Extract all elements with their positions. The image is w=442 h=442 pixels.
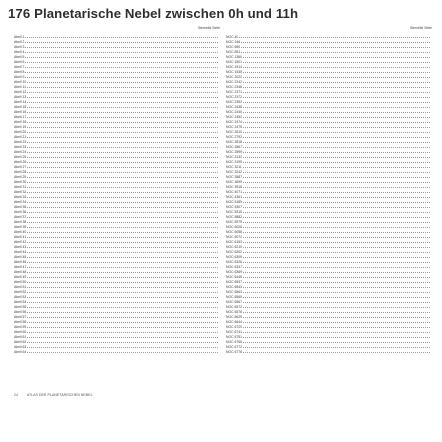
footer-page-number: 24 — [14, 393, 18, 397]
leader-dots — [228, 352, 430, 353]
list-item-name: Abell 18 — [14, 120, 27, 124]
list-item-name: Abell 57 — [14, 315, 27, 319]
leader-dots — [16, 57, 218, 58]
leader-dots — [16, 47, 218, 48]
list-item-name: NGC 5882 — [226, 215, 243, 219]
list-item-name: NGC 6778 — [226, 350, 243, 354]
leader-dots — [228, 67, 430, 68]
leader-dots — [16, 217, 218, 218]
leader-dots — [228, 162, 430, 163]
list-item-name: Abell 22 — [14, 140, 27, 144]
leader-dots — [16, 302, 218, 303]
leader-dots — [228, 82, 430, 83]
leader-dots — [228, 312, 430, 313]
list-item-name: Abell 40 — [14, 230, 27, 234]
leader-dots — [16, 97, 218, 98]
leader-dots — [16, 352, 218, 353]
list-item-name: NGC 3242 — [226, 170, 243, 174]
list-item-name: Abell 44 — [14, 250, 27, 254]
list-row — [14, 350, 220, 355]
leader-dots — [228, 247, 430, 248]
leader-dots — [16, 112, 218, 113]
list-row — [226, 350, 432, 355]
leader-dots — [16, 247, 218, 248]
leader-dots — [228, 142, 430, 143]
leader-dots — [16, 267, 218, 268]
leader-dots — [16, 262, 218, 263]
leader-dots — [228, 92, 430, 93]
list-item-name: NGC 6445 — [226, 275, 243, 279]
list-item-name: Abell 63 — [14, 345, 27, 349]
list-item-name: Abell 38 — [14, 220, 27, 224]
list-item-name: NGC 1360 — [226, 55, 243, 59]
leader-dots — [228, 272, 430, 273]
list-item-name: NGC 2474 — [226, 120, 243, 124]
list-item-name: Abell 17 — [14, 115, 27, 119]
leader-dots — [228, 187, 430, 188]
leader-dots — [228, 52, 430, 53]
leader-dots — [228, 202, 430, 203]
leader-dots — [228, 217, 430, 218]
list-item-name: NGC 6537 — [226, 280, 243, 284]
leader-dots — [228, 197, 430, 198]
leader-dots — [228, 102, 430, 103]
leader-dots — [228, 112, 430, 113]
leader-dots — [16, 187, 218, 188]
list-item-name: NGC 6741 — [226, 330, 243, 334]
list-item-name: NGC 5307 — [226, 205, 243, 209]
list-item-name: NGC 6026 — [226, 225, 243, 229]
leader-dots — [228, 152, 430, 153]
list-item-name: Abell 55 — [14, 305, 27, 309]
list-item-name: Abell 6 — [14, 60, 25, 64]
list-item-name: Abell 42 — [14, 240, 27, 244]
list-item-name: NGC 5315 — [226, 210, 243, 214]
leader-dots — [228, 122, 430, 123]
list-item-name: NGC 2452 — [226, 115, 243, 119]
leader-dots — [16, 182, 218, 183]
list-item-name: NGC 6629 — [226, 315, 243, 319]
column-header-right: Sternbild Seite — [409, 26, 432, 30]
list-item-name: Abell 21 — [14, 135, 27, 139]
list-item-name: NGC 6543 — [226, 285, 243, 289]
leader-dots — [228, 252, 430, 253]
list-item-name: Abell 14 — [14, 100, 27, 104]
list-item-name: NGC 2022 — [226, 75, 243, 79]
list-item-name: Abell 37 — [14, 215, 27, 219]
list-item-name: Abell 12 — [14, 90, 27, 94]
list-item-name: NGC 4361 — [226, 195, 243, 199]
leader-dots — [16, 232, 218, 233]
leader-dots — [16, 202, 218, 203]
list-item-name: Abell 54 — [14, 300, 27, 304]
leader-dots — [228, 222, 430, 223]
list-item-name: Abell 43 — [14, 245, 27, 249]
leader-dots — [228, 342, 430, 343]
list-item-name: Abell 47 — [14, 265, 27, 269]
leader-dots — [228, 317, 430, 318]
leader-dots — [228, 287, 430, 288]
list-item-name: NGC 2242 — [226, 80, 243, 84]
list-item-name: NGC 2867 — [226, 145, 243, 149]
leader-dots — [228, 177, 430, 178]
leader-dots — [16, 327, 218, 328]
leader-dots — [16, 92, 218, 93]
list-item-name: NGC 3195 — [226, 160, 243, 164]
leader-dots — [16, 337, 218, 338]
list-item-name: Abell 56 — [14, 310, 27, 314]
list-item-name: Abell 32 — [14, 190, 27, 194]
leader-dots — [16, 257, 218, 258]
leader-dots — [228, 97, 430, 98]
leader-dots — [16, 342, 218, 343]
list-item-name: NGC 6302 — [226, 250, 243, 254]
list-item-name: NGC 2792 — [226, 135, 243, 139]
leader-dots — [228, 277, 430, 278]
list-item-name: Abell 33 — [14, 195, 27, 199]
leader-dots — [16, 62, 218, 63]
list-item-name: NGC 3918 — [226, 185, 243, 189]
list-item-name: NGC 1514 — [226, 65, 243, 69]
leader-dots — [228, 267, 430, 268]
leader-dots — [16, 147, 218, 148]
leader-dots — [16, 297, 218, 298]
list-item-name: Abell 13 — [14, 95, 27, 99]
leader-dots — [16, 37, 218, 38]
list-item-name: NGC 6563 — [226, 290, 243, 294]
leader-dots — [228, 262, 430, 263]
list-item-name: Abell 8 — [14, 70, 25, 74]
leader-dots — [16, 242, 218, 243]
list-item-name: Abell 59 — [14, 325, 27, 329]
list-item-name: Abell 25 — [14, 155, 27, 159]
list-item-name: NGC 6369 — [226, 270, 243, 274]
leader-dots — [16, 67, 218, 68]
list-item-name: NGC 651 — [226, 50, 241, 54]
leader-dots — [16, 322, 218, 323]
leader-dots — [228, 192, 430, 193]
leader-dots — [228, 37, 430, 38]
list-item-name: NGC 2818 — [226, 140, 243, 144]
leader-dots — [16, 272, 218, 273]
leader-dots — [16, 252, 218, 253]
leader-dots — [16, 237, 218, 238]
leader-dots — [16, 332, 218, 333]
leader-dots — [16, 137, 218, 138]
leader-dots — [16, 52, 218, 53]
list-item-name: NGC 6751 — [226, 335, 243, 339]
leader-dots — [228, 132, 430, 133]
leader-dots — [16, 77, 218, 78]
list-item-name: Abell 4 — [14, 50, 25, 54]
list-item-name: NGC 1501 — [226, 60, 243, 64]
leader-dots — [228, 157, 430, 158]
leader-dots — [16, 292, 218, 293]
leader-dots — [16, 312, 218, 313]
list-item-name: Abell 24 — [14, 150, 27, 154]
list-item-name: Abell 46 — [14, 260, 27, 264]
list-item-name: NGC 2438 — [226, 105, 243, 109]
list-item-name: NGC 6058 — [226, 230, 243, 234]
leader-dots — [16, 167, 218, 168]
leader-dots — [228, 302, 430, 303]
leader-dots — [16, 222, 218, 223]
leader-dots — [16, 72, 218, 73]
list-item-name: NGC 3132 — [226, 155, 243, 159]
list-item-name: Abell 7 — [14, 65, 25, 69]
leader-dots — [16, 287, 218, 288]
leader-dots — [228, 337, 430, 338]
list-item-name: Abell 1 — [14, 35, 25, 39]
list-item-name: NGC 6210 — [226, 245, 243, 249]
leader-dots — [228, 292, 430, 293]
leader-dots — [228, 257, 430, 258]
page-title: 176 Planetarische Nebel zwischen 0h und 11h — [8, 6, 299, 21]
list-column-right — [226, 26, 432, 354]
list-item-name: NGC 5979 — [226, 220, 243, 224]
list-item-name: NGC 6565 — [226, 295, 243, 299]
list-item-name: Abell 16 — [14, 110, 27, 114]
leader-dots — [228, 242, 430, 243]
list-item-name: NGC 6309 — [226, 255, 243, 259]
leader-dots — [16, 347, 218, 348]
list-item-name: NGC 6644 — [226, 320, 243, 324]
leader-dots — [228, 227, 430, 228]
list-item-name: Abell 26 — [14, 160, 27, 164]
leader-dots — [16, 207, 218, 208]
leader-dots — [228, 332, 430, 333]
list-item-name: Abell 61 — [14, 335, 27, 339]
list-item-name: NGC 6072 — [226, 235, 243, 239]
leader-dots — [228, 57, 430, 58]
leader-dots — [228, 322, 430, 323]
list-item-name: Abell 15 — [14, 105, 27, 109]
leader-dots — [228, 212, 430, 213]
page-footer — [14, 393, 93, 397]
list-item-name: Abell 52 — [14, 290, 27, 294]
leader-dots — [16, 102, 218, 103]
leader-dots — [228, 167, 430, 168]
leader-dots — [16, 157, 218, 158]
list-item-name: Abell 19 — [14, 125, 27, 129]
leader-dots — [228, 237, 430, 238]
leader-dots — [16, 317, 218, 318]
leader-dots — [228, 297, 430, 298]
list-item-name: Abell 50 — [14, 280, 27, 284]
leader-dots — [228, 327, 430, 328]
list-item-name: Abell 45 — [14, 255, 27, 259]
leader-dots — [16, 162, 218, 163]
leader-dots — [228, 182, 430, 183]
list-item-name: NGC 2372 — [226, 95, 243, 99]
leader-dots — [228, 62, 430, 63]
list-item-name: Abell 53 — [14, 295, 27, 299]
leader-dots — [16, 87, 218, 88]
leader-dots — [228, 77, 430, 78]
list-item-name: NGC 2610 — [226, 130, 243, 134]
list-item-name: NGC 2899 — [226, 150, 243, 154]
list-item-name: NGC 6326 — [226, 260, 243, 264]
list-item-name: Abell 36 — [14, 210, 27, 214]
list-item-name: Abell 23 — [14, 145, 27, 149]
leader-dots — [228, 207, 430, 208]
footer-running-title: ATLAS DER PLANETARISCHEN NEBEL — [26, 393, 93, 397]
leader-dots — [228, 347, 430, 348]
leader-dots — [16, 192, 218, 193]
leader-dots — [16, 177, 218, 178]
list-column-left — [14, 26, 220, 354]
list-item-name: Abell 34 — [14, 200, 27, 204]
leader-dots — [16, 82, 218, 83]
leader-dots — [16, 197, 218, 198]
leader-dots — [228, 47, 430, 48]
leader-dots — [16, 142, 218, 143]
list-item-name: Abell 39 — [14, 225, 27, 229]
leader-dots — [16, 307, 218, 308]
list-item-name: NGC 3699 — [226, 180, 243, 184]
list-item-name: Abell 58 — [14, 320, 27, 324]
leader-dots — [228, 117, 430, 118]
list-item-name: NGC 6153 — [226, 240, 243, 244]
leader-dots — [228, 147, 430, 148]
list-item-name: Abell 30 — [14, 180, 27, 184]
list-item-name: NGC 3587 — [226, 175, 243, 179]
leader-dots — [16, 107, 218, 108]
list-item-name: NGC 6720 — [226, 325, 243, 329]
leader-dots — [228, 232, 430, 233]
list-item-name: NGC 6572 — [226, 305, 243, 309]
leader-dots — [16, 122, 218, 123]
list-item-name: Abell 10 — [14, 80, 27, 84]
list-item-name: Abell 20 — [14, 130, 27, 134]
leader-dots — [228, 127, 430, 128]
list-item-name: Abell 62 — [14, 340, 27, 344]
list-item-name: NGC 2371 — [226, 90, 243, 94]
leader-dots — [16, 282, 218, 283]
list-item-name: Abell 51 — [14, 285, 27, 289]
list-item-name: Abell 5 — [14, 55, 25, 59]
column-header-left: Sternbild Seite — [197, 26, 220, 30]
leader-dots — [228, 282, 430, 283]
list-item-name: Abell 64 — [14, 350, 27, 354]
list-item-name: NGC 6567 — [226, 300, 243, 304]
list-item-name: NGC 2346 — [226, 85, 243, 89]
list-item-name: Abell 27 — [14, 165, 27, 169]
leader-dots — [228, 72, 430, 73]
leader-dots — [228, 137, 430, 138]
list-item-name: NGC 6772 — [226, 345, 243, 349]
list-item-name: NGC 4071 — [226, 190, 243, 194]
list-item-name: Abell 35 — [14, 205, 27, 209]
list-item-name: NGC 6337 — [226, 265, 243, 269]
list-item-name: NGC 2392 — [226, 100, 243, 104]
list-item-name: Abell 9 — [14, 75, 25, 79]
leader-dots — [228, 87, 430, 88]
leader-dots — [16, 132, 218, 133]
list-item-name: Abell 3 — [14, 45, 25, 49]
leader-dots — [228, 172, 430, 173]
leader-dots — [16, 172, 218, 173]
list-item-name: Abell 60 — [14, 330, 27, 334]
list-item-name: Abell 11 — [14, 85, 27, 89]
list-item-name: NGC 5189 — [226, 200, 243, 204]
leader-dots — [16, 152, 218, 153]
list-item-name: Abell 31 — [14, 185, 27, 189]
list-item-name: NGC 650 — [226, 45, 241, 49]
list-item-name: Abell 48 — [14, 270, 27, 274]
leader-dots — [16, 42, 218, 43]
list-item-name: Abell 2 — [14, 40, 25, 44]
list-item-name: NGC 6765 — [226, 340, 243, 344]
list-item-name: NGC 2475 — [226, 125, 243, 129]
leader-dots — [16, 117, 218, 118]
leader-dots — [16, 227, 218, 228]
list-item-name: NGC 3211 — [226, 165, 242, 169]
list-item-name: Abell 29 — [14, 175, 27, 179]
leader-dots — [16, 127, 218, 128]
list-item-name: NGC 6578 — [226, 310, 243, 314]
list-item-name: NGC 1535 — [226, 70, 243, 74]
list-item-name: NGC 2440 — [226, 110, 243, 114]
list-item-name: Abell 41 — [14, 235, 27, 239]
list-item-name: Abell 49 — [14, 275, 27, 279]
leader-dots — [16, 277, 218, 278]
list-item-name: Abell 28 — [14, 170, 27, 174]
leader-dots — [228, 107, 430, 108]
list-item-name: NGC 40 — [226, 35, 239, 39]
leader-dots — [228, 42, 430, 43]
leader-dots — [228, 307, 430, 308]
leader-dots — [16, 212, 218, 213]
list-item-name: NGC 246 — [226, 40, 241, 44]
